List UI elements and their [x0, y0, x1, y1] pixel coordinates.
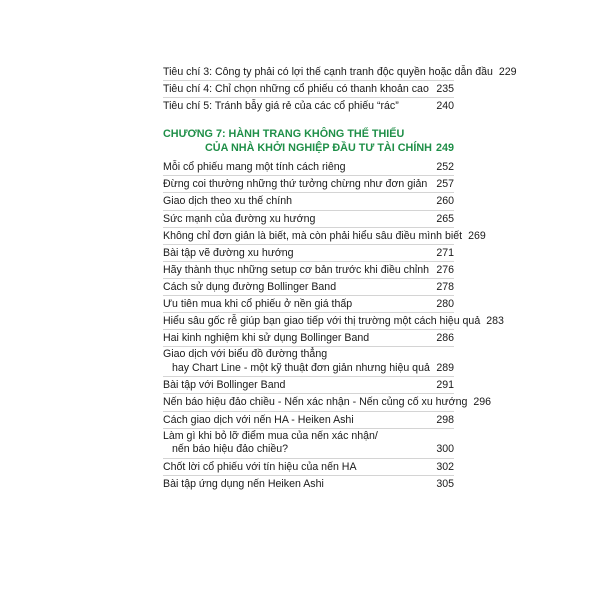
toc-entry-title: Giao dịch theo xu thế chính	[163, 195, 292, 208]
toc-entry	[163, 459, 454, 476]
toc-entry	[163, 159, 454, 176]
toc-entry	[163, 176, 454, 193]
toc-entry-title: Sức mạnh của đường xu hướng	[163, 212, 316, 225]
toc-entry	[163, 211, 454, 228]
toc-entry	[163, 193, 454, 210]
toc-entry	[163, 279, 454, 296]
toc-entry	[163, 296, 454, 313]
toc-entry-page: 291	[436, 379, 454, 392]
chapter-title-line-2: CỦA NHÀ KHỞI NGHIỆP ĐẦU TƯ TÀI CHÍNH	[205, 142, 432, 155]
toc-entry-page: 286	[436, 332, 454, 345]
toc-entry-page: 305	[436, 477, 454, 490]
toc-entry	[163, 313, 504, 330]
toc-entry-title: Không chỉ đơn giản là biết, mà còn phải hiểu sâu điều mình biết	[163, 229, 463, 242]
toc-entry-title: Bài tập vẽ đường xu hướng	[163, 246, 294, 259]
toc-entry-page: 260	[436, 195, 454, 208]
toc-entry-page: 276	[436, 263, 454, 276]
toc-entry	[163, 245, 454, 262]
toc-entry	[163, 412, 454, 429]
toc-entry-title-line-1: Giao dịch với biểu đồ đường thẳng	[163, 348, 328, 361]
toc-entry-page: 289	[436, 361, 454, 374]
toc-entry-page: 302	[436, 460, 454, 473]
toc-entry-page: 265	[436, 212, 454, 225]
toc-entry-title: Cách sử dụng đường Bollinger Band	[163, 280, 337, 293]
toc-entry-title: Tiêu chí 3: Công ty phải có lợi thế cạnh tranh độc quyền hoặc dẫn đầu	[163, 66, 493, 78]
toc-entry-title: Bài tập ứng dụng nến Heiken Ashi	[163, 477, 324, 490]
toc-entry	[163, 330, 454, 347]
toc-entry-page: 283	[486, 315, 504, 328]
toc-entry-page: 235	[436, 83, 454, 96]
toc-entry-page: 271	[436, 246, 454, 259]
table-of-contents	[163, 64, 517, 493]
toc-entry-title	[163, 430, 430, 457]
toc-entry	[163, 228, 486, 245]
toc-entry	[163, 98, 454, 115]
toc-entry-title: Hai kinh nghiệm khi sử dụng Bollinger Band	[163, 332, 370, 345]
toc-entry-title: Đừng coi thường những thứ tưởng chừng như đơn giản	[163, 178, 428, 191]
toc-entry-page: 240	[436, 100, 454, 113]
toc-entry	[163, 476, 454, 493]
toc-entry-title: Hãy thành thục những setup cơ bản trước khi điều chỉnh	[163, 263, 430, 276]
toc-entry-title-line-2: nến báo hiệu đảo chiều?	[172, 443, 289, 456]
toc-entry-page: 229	[498, 66, 517, 78]
toc-entry-title: Bài tập với Bollinger Band	[163, 379, 286, 392]
toc-entry	[163, 377, 454, 394]
toc-entry-title: Nến báo hiệu đảo chiều - Nến xác nhận - Nến củng cố xu hướng	[163, 396, 468, 409]
toc-entry-title-line-1: Làm gì khi bỏ lỡ điểm mua của nến xác nhận/	[163, 429, 378, 442]
toc-entry-title: Ưu tiên mua khi cổ phiếu ở nền giá thấp	[163, 298, 353, 311]
toc-entry-title: Chốt lời cổ phiếu với tín hiệu của nến HA	[163, 460, 357, 473]
chapter-heading	[163, 127, 454, 155]
toc-entry	[163, 81, 454, 98]
toc-entry-title	[163, 348, 430, 375]
toc-entry-page: 300	[436, 443, 454, 456]
toc-entry-page: 296	[473, 396, 492, 409]
toc-entry-title: Hiểu sâu gốc rễ giúp bạn giao tiếp với thị trường một cách hiệu quả	[163, 315, 481, 328]
toc-entry-title-line-2: hay Chart Line - một kỹ thuật đơn giản nhưng hiệu quả	[172, 361, 430, 374]
toc-entry	[163, 394, 492, 411]
toc-entry-page: 280	[436, 298, 454, 311]
toc-entry-page: 257	[436, 178, 454, 191]
chapter-page: 249	[435, 142, 454, 155]
toc-entry	[163, 429, 454, 459]
chapter-title-line-1: CHƯƠNG 7: HÀNH TRANG KHÔNG THỂ THIẾU	[163, 128, 405, 141]
toc-entry-page: 298	[436, 413, 454, 426]
toc-entry	[163, 64, 517, 81]
toc-entry-title: Cách giao dịch với nến HA - Heiken Ashi	[163, 413, 354, 426]
toc-entry-page: 252	[436, 161, 454, 174]
toc-entry-page: 278	[436, 280, 454, 293]
toc-entry	[163, 262, 454, 279]
toc-entry-title: Tiêu chí 4: Chỉ chọn những cổ phiếu có thanh khoản cao	[163, 83, 429, 96]
toc-entry	[163, 347, 454, 377]
toc-entry-title: Mỗi cổ phiếu mang một tính cách riêng	[163, 161, 346, 174]
toc-entry-page: 269	[468, 229, 486, 242]
toc-entry-title: Tiêu chí 5: Tránh bẫy giá rẻ của các cổ phiếu “rác”	[163, 100, 399, 113]
